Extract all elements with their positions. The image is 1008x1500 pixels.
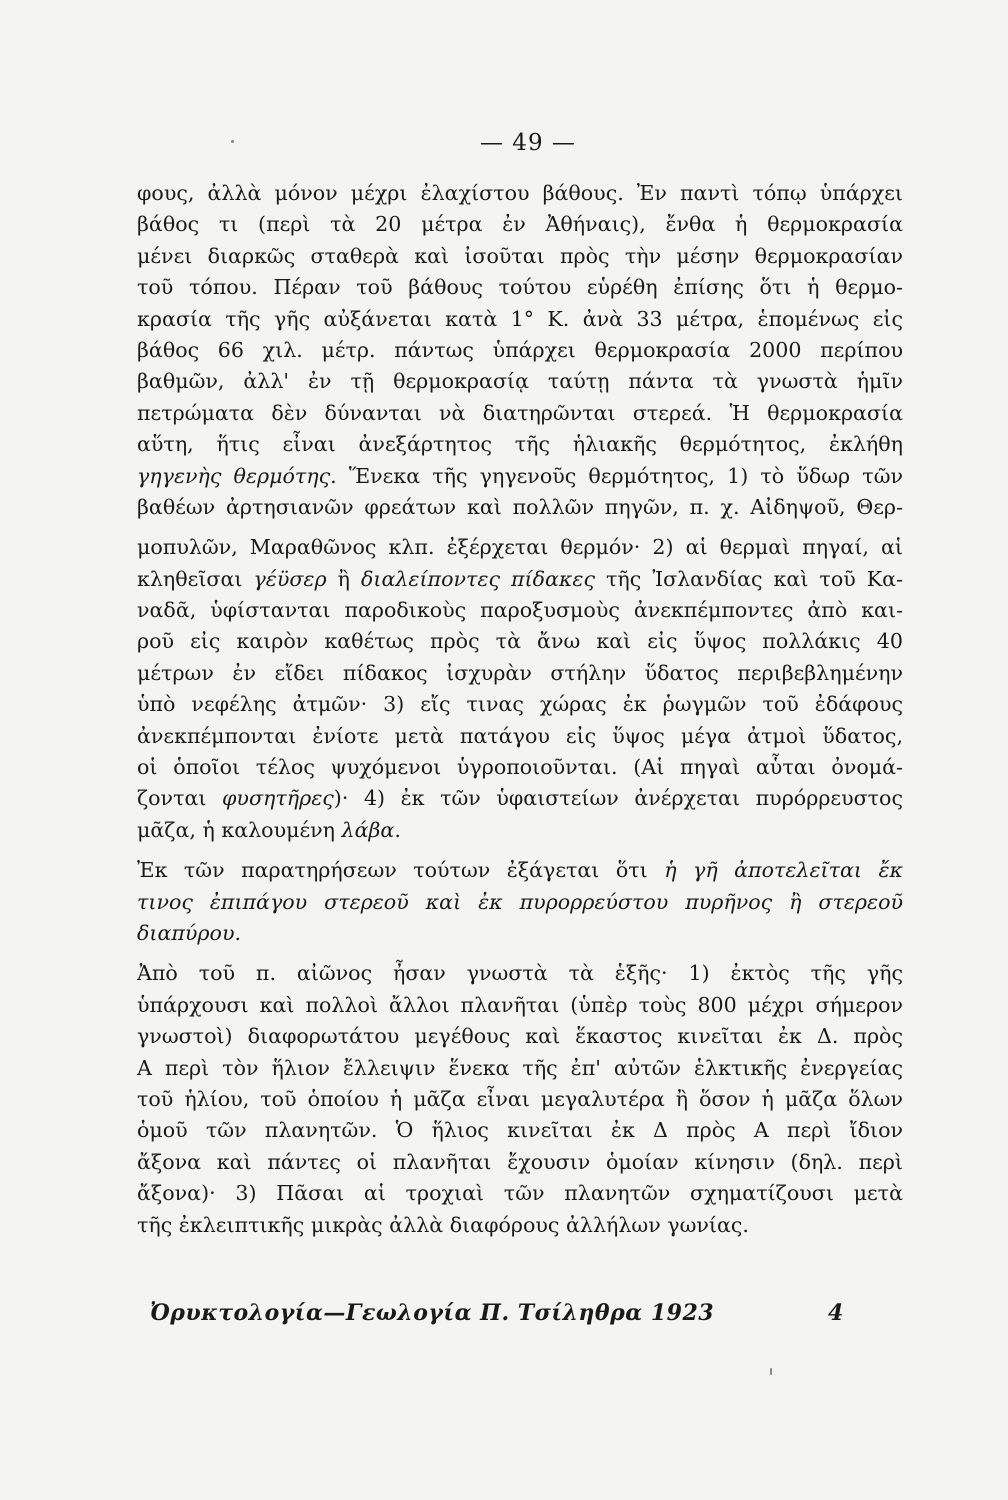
- text-line: [137, 335, 903, 366]
- text-segment: μέτρων ἐν εἴδει πίδακος ἰσχυρὰν στήλην ὕδατος περιβεβλημένην: [137, 660, 903, 685]
- text-line: [137, 366, 903, 397]
- text-line: [137, 595, 903, 626]
- text-line: [137, 815, 903, 846]
- text-segment: Ἕνεκα τῆς γηγενοῦς θερμότητος, 1) τὸ ὕδωρ τῶν: [336, 463, 903, 488]
- italic-term: διαλείποντες πίδακες: [360, 566, 596, 591]
- text-line: [137, 304, 903, 335]
- text-line: [137, 855, 903, 886]
- text-segment: ροῦ εἰς καιρὸν καθέτως πρὸς τὰ ἄνω καὶ εἰς ὕψος πολλάκις 40: [137, 629, 903, 654]
- text-line: [137, 887, 903, 918]
- text-line: [137, 1178, 903, 1209]
- text-line: [137, 564, 903, 595]
- text-segment: ὁμοῦ τῶν πλανητῶν. Ὁ ἥλιος κινεῖται ἐκ Δ πρὸς Α περὶ ἴδιον: [137, 1118, 903, 1143]
- footer-title: Ὀρυκτολογία—Γεωλογία Π. Τσίληθρα 1923: [150, 1300, 715, 1326]
- text-line: [137, 1084, 903, 1115]
- text-segment: κληθεῖσαι: [137, 566, 254, 591]
- text-segment: οἱ ὁποῖοι τέλος ψυχόμενοι ὑγροποιοῦνται. (Αἱ πηγαὶ αὗται ὀνομά-: [137, 755, 903, 780]
- text-line: [137, 626, 903, 657]
- text-line: [137, 429, 903, 460]
- text-segment: ναδᾶ, ὑφίστανται παροδικοὺς παροξυσμοὺς ἀνεκπέμποντες ἀπὸ και-: [137, 598, 903, 623]
- text-segment: κρασία τῆς γῆς αὐξάνεται κατὰ 1° Κ. ἀνὰ 33 μέτρα, ἑπομένως εἰς: [137, 306, 903, 331]
- italic-term: διαπύρου.: [137, 920, 242, 945]
- text-segment: ζονται: [137, 786, 223, 811]
- page-number: — 49 —: [480, 130, 576, 156]
- text-segment: ἄξονα)· 3) Πᾶσαι αἱ τροχιαὶ τῶν πλανητῶν σχηματίζουσι μετὰ: [137, 1181, 903, 1206]
- italic-term: ἡ γῆ ἀποτελεῖται ἔκ: [664, 858, 903, 883]
- text-line: [137, 272, 903, 303]
- text-segment: αὕτη, ἥτις εἶναι ἀνεξάρτητος τῆς ἡλιακῆς θερμότητος, ἐκλήθη: [137, 432, 903, 457]
- text-segment: γνωστοὶ) διαφορωτάτου μεγέθους καὶ ἕκαστος κινεῖται ἐκ Δ. πρὸς: [137, 1024, 903, 1049]
- text-segment: μᾶζα, ἡ καλουμένη: [137, 817, 342, 842]
- text-line: [137, 178, 903, 209]
- text-segment: .: [394, 817, 401, 842]
- text-line: [137, 958, 903, 989]
- text-segment: φους, ἀλλὰ μόνον μέχρι ἐλαχίστου βάθους. Ἐν παντὶ τόπῳ ὑπάρχει: [137, 181, 903, 205]
- italic-term: λάβα: [341, 817, 395, 842]
- signature-mark: 4: [828, 1300, 844, 1326]
- text-segment: Α περὶ τὸν ἥλιον ἔλλειψιν ἕνεκα τῆς ἐπ' αὐτῶν ἑλκτικῆς ἐνεργείας: [137, 1055, 903, 1080]
- text-line: [137, 1021, 903, 1052]
- text-line: [137, 398, 903, 429]
- text-line: [137, 492, 903, 523]
- text-segment: ἄξονα καὶ πάντες οἱ πλανῆται ἔχουσιν ὁμοίαν κίνησιν (δηλ. περὶ: [137, 1149, 903, 1174]
- text-line: [137, 209, 903, 240]
- text-line: [137, 532, 903, 563]
- italic-term: φυσητῆρες: [222, 786, 334, 811]
- text-segment: ἀνεκπέμπονται ἐνίοτε μετὰ πατάγου εἰς ὕψος μέγα ἀτμοὶ ὕδατος,: [137, 723, 903, 748]
- paper-speck: [231, 140, 234, 143]
- text-segment: ὑπὸ νεφέλης ἀτμῶν· 3) εἴς τινας χώρας ἐκ ῥωγμῶν τοῦ ἐδάφους: [137, 692, 903, 717]
- text-line: [137, 918, 903, 949]
- text-segment: Ἀπὸ τοῦ π. αἰῶνος ἦσαν γνωστὰ τὰ ἑξῆς· 1) ἐκτὸς τῆς γῆς: [137, 961, 903, 986]
- text-segment: τῆς ἐκλειπτικῆς μικρὰς ἀλλὰ διαφόρους ἀλλήλων γωνίας.: [137, 1212, 749, 1237]
- text-segment: βάθος τι (περὶ τὰ 20 μέτρα ἐν Ἀθήναις), ἔνθα ἡ θερμοκρασία: [137, 212, 903, 237]
- text-segment: πετρώματα δὲν δύνανται νὰ διατηρῶνται στερεά. Ἡ θερμοκρασία: [137, 400, 903, 425]
- text-line: [137, 1053, 903, 1084]
- text-segment: ὑπάρχουσι καὶ πολλοὶ ἄλλοι πλανῆται (ὑπὲρ τοὺς 800 μέχρι σήμερον: [137, 992, 903, 1017]
- text-segment: ἢ: [326, 566, 361, 591]
- italic-term: τινος ἐπιπάγου στερεοῦ καὶ ἐκ πυρορρεύστου πυρῆνος ἢ στερεοῦ: [137, 889, 903, 914]
- text-line: [137, 461, 903, 492]
- text-line: [137, 658, 903, 689]
- text-segment: τῆς Ἰσλανδίας καὶ τοῦ Κα-: [595, 566, 903, 591]
- text-segment: μένει διαρκῶς σταθερὰ καὶ ἰσοῦται πρὸς τὴν μέσην θερμοκρασίαν: [137, 243, 903, 268]
- text-line: [137, 1147, 903, 1178]
- text-line: [137, 721, 903, 752]
- text-line: [137, 1210, 903, 1241]
- text-line: [137, 689, 903, 720]
- text-segment: βαθμῶν, ἀλλ' ἐν τῇ θερμοκρασίᾳ ταύτῃ πάντα τὰ γνωστὰ ἡμῖν: [137, 369, 903, 394]
- text-segment: μοπυλῶν, Μαραθῶνος κλπ. ἐξέρχεται θερμόν· 2) αἱ θερμαὶ πηγαί, αἱ: [137, 535, 903, 560]
- text-segment: βάθος 66 χιλ. μέτρ. πάντως ὑπάρχει θερμοκρασία 2000 περίπου: [137, 337, 903, 362]
- text-segment: )· 4) ἐκ τῶν ὑφαιστείων ἀνέρχεται πυρόρρευστος: [333, 786, 903, 811]
- text-line: [137, 783, 903, 814]
- italic-term: γηγενὴς θερμότης.: [137, 463, 337, 488]
- text-line: [137, 752, 903, 783]
- text-line: [137, 990, 903, 1021]
- text-segment: Ἐκ τῶν παρατηρήσεων τούτων ἐξάγεται ὅτι: [137, 858, 665, 883]
- body-text: [137, 178, 903, 1241]
- paper-speck: [770, 1368, 772, 1375]
- text-line: [137, 1115, 903, 1146]
- text-segment: τοῦ ἡλίου, τοῦ ὁποίου ἡ μᾶζα εἶναι μεγαλυτέρα ἢ ὅσον ἡ μᾶζα ὅλων: [137, 1086, 903, 1111]
- text-segment: βαθέων ἀρτησιανῶν φρεάτων καὶ πολλῶν πηγῶν, π. χ. Αἰδηψοῦ, Θερ-: [137, 494, 903, 519]
- text-segment: τοῦ τόπου. Πέραν τοῦ βάθους τούτου εὑρέθη ἐπίσης ὅτι ἡ θερμο-: [137, 275, 903, 300]
- text-line: [137, 241, 903, 272]
- italic-term: γέϋσερ: [253, 566, 327, 591]
